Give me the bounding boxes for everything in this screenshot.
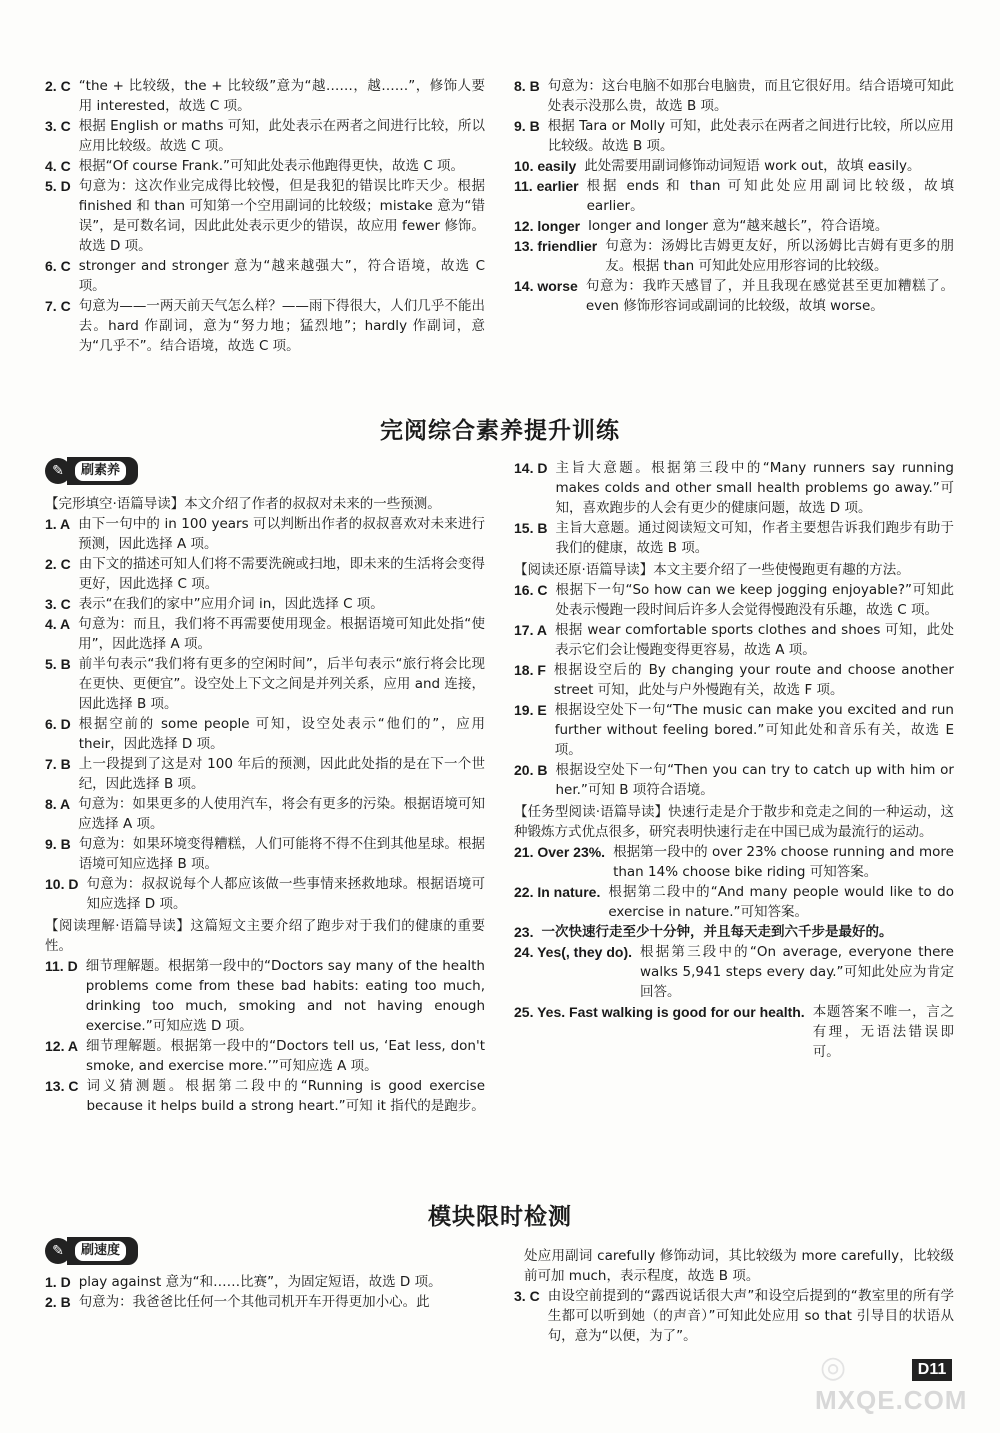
answer-item bbox=[45, 1272, 485, 1292]
answer-number: 15. B bbox=[514, 520, 548, 536]
answer-item bbox=[45, 554, 485, 594]
answer-item bbox=[45, 594, 485, 614]
answer-item bbox=[45, 176, 485, 256]
answer-item bbox=[45, 156, 485, 176]
answer-explanation: 句意为：这次作业完成得比较慢，但是我犯的错误比昨天少。根据 finished 和 than 可知第一个空用副词的比较级；mistake 意为“错误”，是可数名词，因此此处表示更少的错误，故应用 fewer 修饰。故选 D 项。 bbox=[78, 178, 485, 254]
answer-number: 5. B bbox=[45, 656, 71, 672]
answer-explanation: 句意为——一两天前天气怎么样？——雨下得很大，人们几乎不能出去。hard 作副词，意为“努力地；猛烈地”；hardly 作副词，意为“几乎不”。结合语境，故选 C 项。 bbox=[78, 298, 485, 354]
answer-number: 10. D bbox=[45, 876, 79, 892]
answer-number: 14. D bbox=[514, 460, 548, 476]
badge-sudu bbox=[45, 1238, 138, 1264]
answer-continuation: 处应用副词 carefully 修饰动词，其比较级为 more carefully，比较级前可加 much，表示程度，故选 B 项。 bbox=[524, 1248, 954, 1284]
answer-number: 14. worse bbox=[514, 278, 578, 294]
answer-number: 3. C bbox=[45, 118, 71, 134]
answer-number: 2. C bbox=[45, 78, 71, 94]
mid-right-column bbox=[514, 458, 954, 1062]
answer-explanation: 根据设空处下一句“Then you can try to catch up with him or her.”可知 B 项符合语境。 bbox=[555, 762, 954, 798]
answer-number: 13. friendlier bbox=[514, 238, 598, 254]
answer-number: 22. In nature. bbox=[514, 884, 601, 900]
answer-item bbox=[514, 236, 954, 276]
answer-number: 20. B bbox=[514, 762, 548, 778]
answer-item bbox=[45, 1076, 485, 1116]
answer-item bbox=[45, 654, 485, 714]
bottom-right-column bbox=[514, 1244, 954, 1346]
answer-explanation: 句意为：我爸爸比任何一个其他司机开车开得更加小心。此 bbox=[78, 1294, 430, 1310]
answer-explanation: 词义猜测题。根据第二段中的“Running is good exercise because it helps build a strong heart.”可知 it 指代的是跑步。 bbox=[86, 1078, 485, 1114]
answer-item bbox=[514, 216, 954, 236]
answer-item bbox=[514, 116, 954, 156]
answer-explanation: 句意为：如果环境变得糟糕，人们可能将不得不住到其他星球。根据语境可知应选择 B 项。 bbox=[78, 836, 485, 872]
answer-explanation: 根据下一句“So how can we keep jogging enjoyable?”可知此处表示慢跑一段时间后许多人会觉得慢跑没有乐趣，故选 C 项。 bbox=[555, 582, 954, 618]
answer-explanation: 句意为：而且，我们将不再需要使用现金。根据语境可知此处指“使用”，因此选择 A 项。 bbox=[78, 616, 485, 652]
answer-item bbox=[45, 296, 485, 356]
answer-number: 8. A bbox=[45, 796, 71, 812]
answer-number: 11. D bbox=[45, 958, 78, 974]
answer-explanation: stronger and stronger 意为“越来越强大”，符合语境，故选 C 项。 bbox=[78, 258, 485, 294]
pen-icon: ✎ bbox=[45, 458, 71, 484]
answer-item bbox=[45, 956, 485, 1036]
intro-task: 【任务型阅读·语篇导读】快速行走是介于散步和竞走之间的一种运动，这种锻炼方式优点很多，研究表明快速行走在中国已成为最流行的运动。 bbox=[514, 804, 954, 840]
answer-item bbox=[514, 156, 954, 176]
answer-item bbox=[514, 276, 954, 316]
answer-number: 9. B bbox=[514, 118, 540, 134]
answer-explanation: 根据 ends 和 than 可知此处应用副词比较级，故填 earlier。 bbox=[586, 178, 954, 214]
answer-explanation: “the + 比较级，the + 比较级”意为“越……，越……”，修饰人要用 interested，故选 C 项。 bbox=[78, 78, 485, 114]
answer-explanation: 前半句表示“我们将有更多的空闲时间”，后半句表示“旅行将会比现在更快、更便宜”。设空处上下文之间是并列关系，应用 and 连接，因此选择 B 项。 bbox=[78, 656, 485, 712]
answer-item bbox=[45, 834, 485, 874]
answer-explanation: 一次快速行走至少十分钟，并且每天走到六千步是最好的。 bbox=[541, 924, 893, 940]
answer-number: 1. D bbox=[45, 1274, 71, 1290]
answer-item bbox=[514, 1286, 954, 1346]
answer-explanation: 句意为：叔叔说每个人都应该做一些事情来拯救地球。根据语境可知应选择 D 项。 bbox=[86, 876, 485, 912]
answer-explanation: 根据 English or maths 可知，此处表示在两者之间进行比较，所以应用比较级。故选 C 项。 bbox=[78, 118, 485, 154]
answer-explanation: play against 意为“和……比赛”，为固定短语，故选 D 项。 bbox=[78, 1274, 442, 1290]
answer-explanation: 根据第一段中的 over 23% choose running and more than 14% choose bike riding 可知答案。 bbox=[613, 844, 954, 880]
answer-explanation: 由设空前提到的“露西说话很大声”和设空后提到的“教室里的所有学生都可以听到她（的声音）”可知此处应用 so that 引导目的状语从句，意为“以便，为了”。 bbox=[547, 1288, 954, 1344]
answer-number: 18. F bbox=[514, 662, 546, 678]
answer-explanation: 细节理解题。根据第一段中的“Doctors say many of the health problems come from these bad habits: eating too much, drinking too much, smoking and not having enough exercise.”可知应选 D 项。 bbox=[85, 958, 485, 1034]
answer-number: 12. A bbox=[45, 1038, 78, 1054]
answer-explanation: 根据 Tara or Molly 可知，此处表示在两者之间进行比较，所以应用比较级。故选 B 项。 bbox=[547, 118, 954, 154]
answer-explanation: 句意为：我昨天感冒了，并且我现在感觉甚至更加糟糕了。even 修饰形容词或副词的比较级，故填 worse。 bbox=[585, 278, 954, 314]
answer-explanation: 主旨大意题。通过阅读短文可知，作者主要想告诉我们跑步有助于我们的健康，故选 B 项。 bbox=[555, 520, 954, 556]
answer-explanation: 主旨大意题。根据第三段中的“Many runners say running makes colds and other small health problems go away.”可知，喜欢跑步的人会有更少的健康问题，故选 D 项。 bbox=[555, 460, 954, 516]
answer-number: 2. C bbox=[45, 556, 71, 572]
answer-number: 10. easily bbox=[514, 158, 577, 174]
answer-explanation: 句意为：这台电脑不如那台电脑贵，而且它很好用。结合语境可知此处表示没那么贵，故选 B 项。 bbox=[547, 78, 954, 114]
answer-number: 12. longer bbox=[514, 218, 581, 234]
answer-number: 5. D bbox=[45, 178, 71, 194]
answer-explanation: 根据第二段中的“And many people would like to do exercise in nature.”可知答案。 bbox=[608, 884, 954, 920]
answer-explanation: 根据第三段中的“On average, everyone there walks 5,941 steps every day.”可知此处应为肯定回答。 bbox=[640, 944, 954, 1000]
answer-item bbox=[514, 760, 954, 800]
answer-item bbox=[514, 660, 954, 700]
answer-number: 19. E bbox=[514, 702, 547, 718]
badge-label: 刷素养 bbox=[67, 457, 138, 485]
answer-item bbox=[45, 76, 485, 116]
answer-number: 3. C bbox=[514, 1288, 540, 1304]
intro-restore: 【阅读还原·语篇导读】本文主要介绍了一些使慢跑更有趣的方法。 bbox=[514, 562, 910, 578]
answer-explanation: 根据“Of course Frank.”可知此处表示他跑得更快，故选 C 项。 bbox=[78, 158, 465, 174]
answer-item bbox=[45, 256, 485, 296]
answer-item bbox=[45, 1292, 485, 1312]
top-right-column bbox=[514, 76, 954, 316]
answer-explanation: 由下一句中的 in 100 years 可以判断出作者的叔叔喜欢对未来进行预测，因此选择 A 项。 bbox=[78, 516, 485, 552]
intro-reading: 【阅读理解·语篇导读】这篇短文主要介绍了跑步对于我们的健康的重要性。 bbox=[45, 918, 485, 954]
answer-number: 17. A bbox=[514, 622, 547, 638]
answer-item bbox=[514, 458, 954, 518]
answer-item bbox=[514, 882, 954, 922]
answer-explanation: 根据设空处下一句“The music can make you excited and run further without feeling bored.”可知此处和音乐有关，故选 E 项。 bbox=[554, 702, 954, 758]
answer-number: 1. A bbox=[45, 516, 71, 532]
answer-item bbox=[45, 1036, 485, 1076]
answer-number: 21. Over 23%. bbox=[514, 844, 606, 860]
bottom-left-column bbox=[45, 1238, 485, 1312]
answer-explanation: 句意为：如果更多的人使用汽车，将会有更多的污染。根据语境可知应选择 A 项。 bbox=[78, 796, 485, 832]
section-title-reading: 完阅综合素养提升训练 bbox=[380, 418, 620, 444]
answer-number: 25. Yes. Fast walking is good for our health. bbox=[514, 1004, 805, 1020]
answer-item bbox=[514, 518, 954, 558]
answer-explanation: 表示“在我们的家中”应用介词 in，因此选择 C 项。 bbox=[78, 596, 384, 612]
badge-suyang bbox=[45, 458, 138, 484]
answer-item bbox=[514, 1002, 954, 1062]
answer-number: 8. B bbox=[514, 78, 540, 94]
answer-number: 3. C bbox=[45, 596, 71, 612]
answer-item bbox=[45, 614, 485, 654]
answer-explanation: 细节理解题。根据第一段中的“Doctors tell us, ‘Eat less, don't smoke, and exercise more.’”可知应选 A 项。 bbox=[85, 1038, 485, 1074]
answer-number: 7. C bbox=[45, 298, 71, 314]
answer-item bbox=[514, 922, 954, 942]
answer-explanation: 句意为：汤姆比吉姆更友好，所以汤姆比吉姆有更多的朋友。根据 than 可知此处应用形容词的比较级。 bbox=[605, 238, 954, 274]
answer-explanation: 此处需要用副词修饰动词短语 work out，故填 easily。 bbox=[584, 158, 921, 174]
answer-item bbox=[514, 700, 954, 760]
section-title-test: 模块限时检测 bbox=[428, 1204, 572, 1230]
answer-number: 13. C bbox=[45, 1078, 79, 1094]
answer-number: 4. A bbox=[45, 616, 71, 632]
watermark-logo: ◎ bbox=[820, 1350, 847, 1385]
answer-explanation: 由下文的描述可知人们将不需要洗碗或扫地，即未来的生活将会变得更好，因此选择 C 项。 bbox=[78, 556, 485, 592]
answer-item bbox=[45, 794, 485, 834]
badge-label: 刷速度 bbox=[67, 1237, 138, 1265]
answer-number: 24. Yes(, they do). bbox=[514, 944, 633, 960]
answer-number: 2. B bbox=[45, 1294, 71, 1310]
watermark: MXQE.COM bbox=[815, 1385, 968, 1415]
answer-number: 11. earlier bbox=[514, 178, 579, 194]
page-number: D11 bbox=[912, 1359, 952, 1381]
answer-number: 7. B bbox=[45, 756, 71, 772]
answer-explanation: 根据 wear comfortable sports clothes and shoes 可知，此处表示它们会让慢跑变得更容易，故选 A 项。 bbox=[554, 622, 954, 658]
pen-icon: ✎ bbox=[45, 1238, 71, 1264]
answer-explanation: 根据空前的 some people 可知，设空处表示“他们的”，应用 their，因此选择 D 项。 bbox=[78, 716, 485, 752]
answer-item bbox=[45, 754, 485, 794]
answer-item bbox=[45, 514, 485, 554]
answer-explanation: longer and longer 意为“越来越长”，符合语境。 bbox=[588, 218, 889, 234]
answer-item bbox=[514, 76, 954, 116]
answer-item bbox=[514, 176, 954, 216]
answer-item bbox=[514, 842, 954, 882]
answer-explanation: 上一段提到了这是对 100 年后的预测，因此此处指的是在下一个世纪，因此选择 B 项。 bbox=[78, 756, 485, 792]
answer-item bbox=[45, 714, 485, 754]
mid-left-column bbox=[45, 458, 485, 1116]
answer-number: 16. C bbox=[514, 582, 548, 598]
answer-explanation: 根据设空后的 By changing your route and choose another street 可知，此处与户外慢跑有关，故选 F 项。 bbox=[553, 662, 954, 698]
answer-number: 9. B bbox=[45, 836, 71, 852]
answer-number: 23. bbox=[514, 924, 534, 940]
answer-item bbox=[514, 580, 954, 620]
intro-cloze: 【完形填空·语篇导读】本文介绍了作者的叔叔对未来的一些预测。 bbox=[45, 496, 441, 512]
answer-explanation: 本题答案不唯一，言之有理，无语法错误即可。 bbox=[812, 1004, 954, 1060]
answer-item bbox=[514, 942, 954, 1002]
answer-item bbox=[45, 874, 485, 914]
answer-item bbox=[45, 116, 485, 156]
top-left-column bbox=[45, 76, 485, 356]
answer-number: 6. C bbox=[45, 258, 71, 274]
answer-number: 4. C bbox=[45, 158, 71, 174]
answer-number: 6. D bbox=[45, 716, 71, 732]
answer-item bbox=[514, 620, 954, 660]
